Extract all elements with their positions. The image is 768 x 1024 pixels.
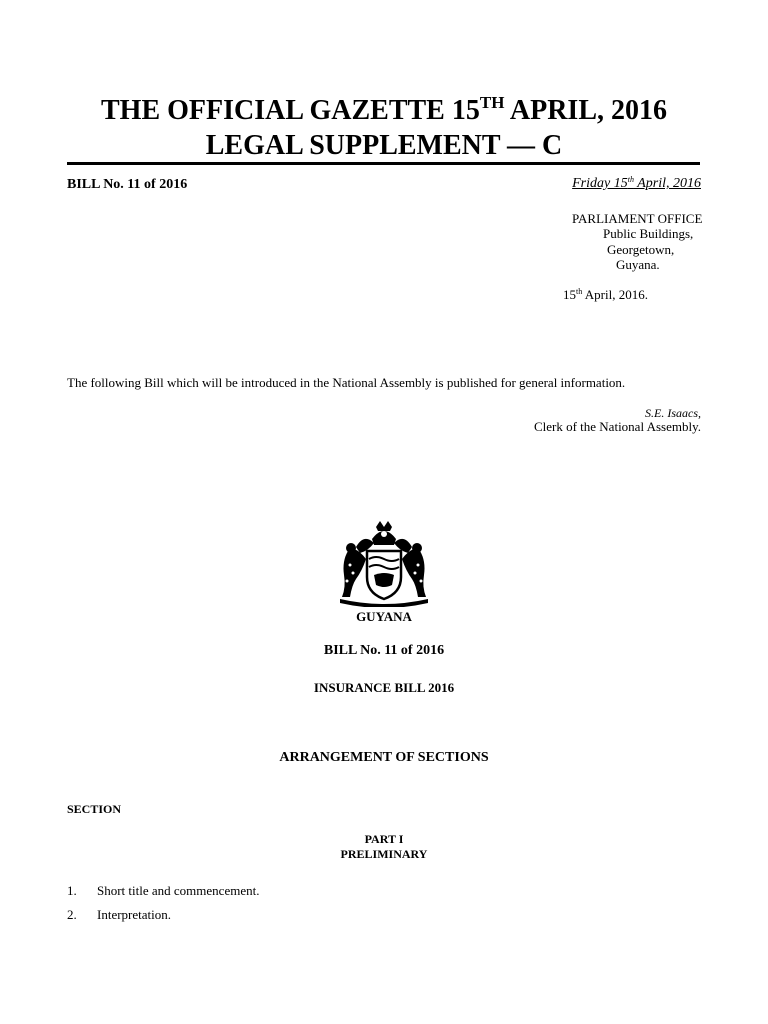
- signatory-name: S.E. Isaacs,: [645, 406, 701, 420]
- issue-date: Friday 15th April, 2016: [572, 175, 701, 191]
- toc-item-title: Interpretation.: [97, 907, 171, 922]
- supplement-title: LEGAL SUPPLEMENT — C: [205, 130, 563, 161]
- bill-number: BILL No. 11 of 2016: [323, 643, 445, 658]
- address-line-2: Georgetown,: [607, 242, 675, 257]
- toc-item-number: 2.: [67, 907, 77, 922]
- address-line-1: Public Buildings,: [603, 226, 694, 241]
- signatory-title: Clerk of the National Assembly.: [533, 419, 701, 434]
- header-rule: [67, 162, 700, 165]
- toc-item-number: 1.: [67, 883, 77, 898]
- address-line-3: Guyana.: [616, 257, 660, 272]
- notice-text: The following Bill which will be introduced in the National Assembly is published for general information.: [67, 375, 626, 390]
- bill-title: INSURANCE BILL 2016: [313, 680, 455, 695]
- part-name: PRELIMINARY: [340, 847, 428, 861]
- toc-item-title: Short title and commencement.: [97, 883, 260, 898]
- coat-of-arms-icon: [334, 521, 434, 607]
- letter-date: 15th April, 2016.: [563, 287, 648, 302]
- part-number: PART I: [364, 832, 404, 846]
- parliament-office: PARLIAMENT OFFICE: [572, 211, 703, 226]
- section-label: SECTION: [67, 802, 122, 816]
- arrangement-heading: ARRANGEMENT OF SECTIONS: [279, 750, 489, 765]
- bill-reference: BILL No. 11 of 2016: [67, 177, 188, 192]
- country-name: GUYANA: [356, 609, 412, 624]
- gazette-title: THE OFFICIAL GAZETTE 15TH APRIL, 2016: [100, 93, 667, 126]
